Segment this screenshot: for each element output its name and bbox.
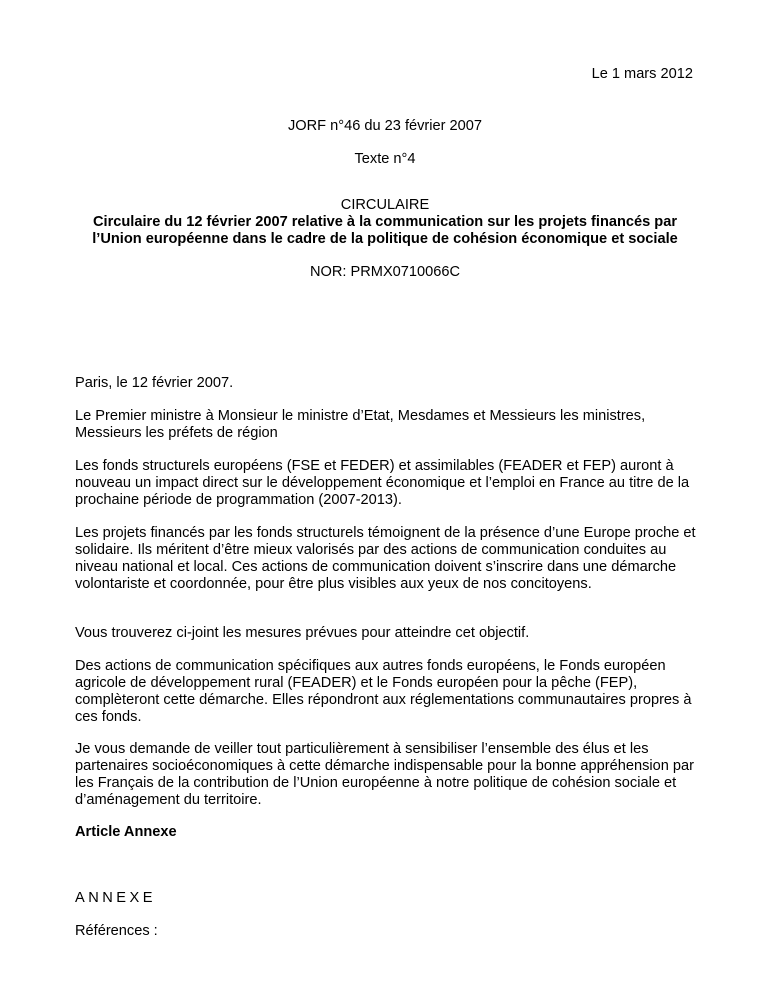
paragraph: Des actions de communication spécifiques aux autres fonds européens, le Fonds européen agricole de développement rural (FEADER) et le Fonds européen pour la pêche (FEP), complèteront cette démarche. Elles répondront aux réglementations communautaires propres à ces fonds. [75, 658, 692, 725]
jorf-reference: JORF n°46 du 23 février 2007 [287, 118, 483, 134]
paragraph: Je vous demande de veiller tout particulièrement à sensibiliser l’ensemble des élus et les partenaires socioéconomiques à cette démarche indispensable pour la bonne appréhension par les Français de la contribution de l’Union européenne à notre politique de cohésion sociale et d’aménagement du territoire. [75, 741, 695, 808]
article-heading-block [75, 824, 700, 857]
texte-number: Texte n°4 [354, 151, 416, 167]
paragraph: Les fonds structurels européens (FSE et FEDER) et assimilables (FEADER et FEP) auront à nouveau un impact direct sur le développement économique et l’emploi en France au titre de la prochaine période de programmation (2007-2013). [75, 458, 690, 508]
place-date: Paris, le 12 février 2007. [75, 375, 234, 391]
document-date: Le 1 mars 2012 [591, 66, 693, 82]
references-label: Références : [75, 923, 158, 939]
body-paragraph-1 [75, 408, 700, 458]
nor-reference: NOR: PRMX0710066C [309, 264, 461, 280]
references-block [75, 923, 700, 956]
annexe-heading: ANNEXE [75, 890, 157, 906]
paragraph: Le Premier ministre à Monsieur le ministre d’Etat, Mesdames et Messieurs les ministres, Messieurs les préfets de région [75, 408, 646, 441]
paragraph: Vous trouverez ci-joint les mesures prévues pour atteindre cet objectif. [75, 625, 530, 641]
article-heading: Article Annexe [75, 824, 177, 840]
body-paragraph-6 [75, 741, 700, 825]
circulaire-label: CIRCULAIRE [340, 197, 430, 213]
body-paragraph-4 [75, 625, 700, 658]
circulaire-title [60, 214, 710, 248]
circulaire-title-line-1: Circulaire du 12 février 2007 relative à la communication sur les projets financés par [93, 214, 677, 230]
circulaire-title-line-2: l’Union européenne dans le cadre de la politique de cohésion économique et sociale [92, 231, 678, 247]
annexe-heading-block [75, 890, 700, 923]
paragraph: Les projets financés par les fonds structurels témoignent de la présence d’une Europe proche et solidaire. Ils méritent d’être mieux valorisés par des actions de communication conduites au niveau national et local. Ces actions de communication doivent s’inscrire dans une démarche volontariste et coordonnée, pour être plus visibles aux yeux de nos concitoyens. [75, 525, 696, 592]
body-paragraph-5 [75, 658, 700, 742]
body-paragraph-3 [75, 525, 700, 609]
body-block-place-date [75, 375, 700, 408]
body-paragraph-2 [75, 458, 700, 525]
